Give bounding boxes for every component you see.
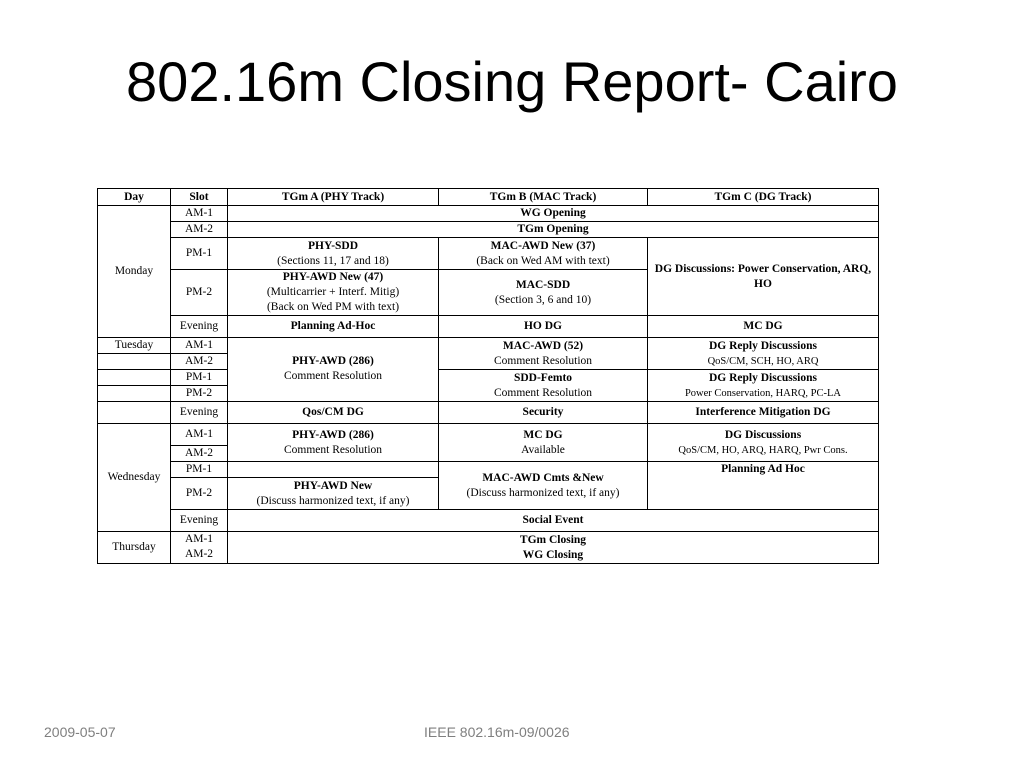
session-subtitle: Comment Resolution: [493, 386, 593, 399]
table-row: [98, 510, 879, 532]
table-row: [98, 370, 879, 386]
header-tgm-c: TGm C (DG Track): [648, 189, 879, 206]
session-subtitle: (Discuss harmonized text, if any): [256, 494, 410, 507]
slot-am1: AM-1: [171, 424, 228, 446]
session-phy-awd-wed: [228, 424, 439, 462]
session-mc-dg-wed: [439, 424, 648, 462]
day-wednesday: Wednesday: [98, 424, 171, 532]
table-row: [98, 462, 879, 478]
slot-pm1: PM-1: [171, 462, 228, 478]
day-blank: [98, 386, 171, 402]
session-subtitle: (Section 3, 6 and 10): [494, 293, 592, 306]
slot-am2: AM-2: [184, 548, 214, 560]
session-title: MAC-SDD: [515, 278, 571, 291]
session-subtitle: (Discuss harmonized text, if any): [466, 486, 620, 499]
session-ho-dg: HO DG: [439, 316, 648, 338]
session-subtitle: (Sections 11, 17 and 18): [277, 254, 389, 267]
slot-pm1: PM-1: [171, 238, 228, 270]
slot-am2: AM-2: [171, 446, 228, 462]
header-tgm-b: TGm B (MAC Track): [439, 189, 648, 206]
table-row: [98, 424, 879, 446]
session-dg-reply-1: [648, 338, 879, 370]
slot-am1: AM-1: [171, 338, 228, 354]
slot-pm2: PM-2: [171, 386, 228, 402]
day-monday: Monday: [98, 206, 171, 338]
session-planning-adhoc-wed: Planning Ad Hoc: [648, 462, 879, 510]
table-row: [98, 222, 879, 238]
session-tgm-closing: TGm Closing: [519, 533, 587, 546]
session-wg-closing: WG Closing: [522, 548, 584, 561]
slot-pm2: PM-2: [171, 478, 228, 510]
day-blank: [98, 354, 171, 370]
header-row: [98, 189, 879, 206]
session-phy-awd-new-wed: [228, 478, 439, 510]
footer-date: 2009-05-07: [44, 724, 116, 740]
session-subtitle: Comment Resolution: [493, 354, 593, 367]
session-subtitle: QoS/CM, SCH, HO, ARQ: [707, 355, 819, 367]
schedule-table: [97, 188, 879, 564]
session-subtitle: (Multicarrier + Interf. Mitig): [266, 286, 400, 298]
slot-am2: AM-2: [171, 222, 228, 238]
session-subtitle: Power Conservation, HARQ, PC-LA: [684, 387, 842, 399]
session-title: PHY-AWD (286): [292, 355, 374, 367]
table-row: [98, 238, 879, 270]
session-title: DG Reply Discussions: [709, 339, 817, 352]
session-title: MAC-AWD Cmts &New: [482, 471, 604, 484]
header-day: Day: [98, 189, 171, 206]
slot-pm1: PM-1: [171, 370, 228, 386]
slot-am1: AM-1: [184, 533, 214, 545]
session-dg-discussions: DG Discussions: Power Conservation, ARQ, HO: [648, 238, 879, 316]
session-phy-awd: [228, 338, 439, 402]
day-blank: [98, 402, 171, 424]
session-dg-discussions-wed: [648, 424, 879, 462]
session-subtitle: QoS/CM, HO, ARQ, HARQ, Pwr Cons.: [678, 444, 848, 456]
header-slot: Slot: [171, 189, 228, 206]
session-title: MAC-AWD New (37): [490, 239, 596, 252]
session-title: PHY-AWD (286): [292, 428, 374, 441]
slot-evening: Evening: [171, 402, 228, 424]
session-title: MC DG: [523, 428, 563, 441]
table-row: [98, 532, 879, 564]
session-tgm-opening: TGm Opening: [228, 222, 879, 238]
session-phy-sdd: [228, 238, 439, 270]
session-subtitle: Comment Resolution: [283, 370, 383, 382]
session-title: MAC-AWD (52): [502, 339, 584, 352]
session-dg-reply-2: [648, 370, 879, 402]
slot-evening: Evening: [171, 316, 228, 338]
session-wg-opening: WG Opening: [228, 206, 879, 222]
slot-am1: AM-1: [171, 206, 228, 222]
table-row: [98, 338, 879, 354]
session-security: Security: [439, 402, 648, 424]
session-mc-dg: MC DG: [648, 316, 879, 338]
session-subtitle: Comment Resolution: [283, 443, 383, 456]
footer-doc-id: IEEE 802.16m-09/0026: [424, 724, 570, 740]
session-subtitle: (Back on Wed PM with text): [266, 301, 400, 313]
session-title: DG Reply Discussions: [709, 371, 817, 384]
session-qos-cm-dg: Qos/CM DG: [228, 402, 439, 424]
session-title: SDD-Femto: [513, 371, 573, 384]
session-subtitle: (Back on Wed AM with text): [476, 254, 610, 267]
session-closing: [228, 532, 879, 564]
slot-am2: AM-2: [171, 354, 228, 370]
day-tuesday: Tuesday: [98, 338, 171, 354]
session-sdd-femto: [439, 370, 648, 402]
slot-thursday: [171, 532, 228, 564]
slot-evening: Evening: [171, 510, 228, 532]
session-mac-awd-new: [439, 238, 648, 270]
slot-pm2: PM-2: [171, 270, 228, 316]
session-mac-sdd: [439, 270, 648, 316]
header-tgm-a: TGm A (PHY Track): [228, 189, 439, 206]
session-title: DG Discussions: [724, 428, 802, 441]
session-mac-awd-cmts: [439, 462, 648, 510]
session-mac-awd: [439, 338, 648, 370]
session-social-event: Social Event: [228, 510, 879, 532]
session-title: PHY-AWD New (47): [282, 271, 384, 283]
session-title: PHY-AWD New: [293, 479, 373, 492]
session-interference-dg: Interference Mitigation DG: [648, 402, 879, 424]
slide-title: 802.16m Closing Report- Cairo: [126, 50, 898, 113]
table-row: [98, 206, 879, 222]
day-blank: [98, 370, 171, 386]
session-title: PHY-SDD: [307, 239, 359, 252]
session-planning-adhoc: Planning Ad-Hoc: [228, 316, 439, 338]
session-phy-awd-new: [228, 270, 439, 316]
session-subtitle: Available: [521, 443, 565, 456]
table-row: [98, 316, 879, 338]
day-thursday: Thursday: [98, 532, 171, 564]
table-row: [98, 402, 879, 424]
session-empty: [228, 462, 439, 478]
